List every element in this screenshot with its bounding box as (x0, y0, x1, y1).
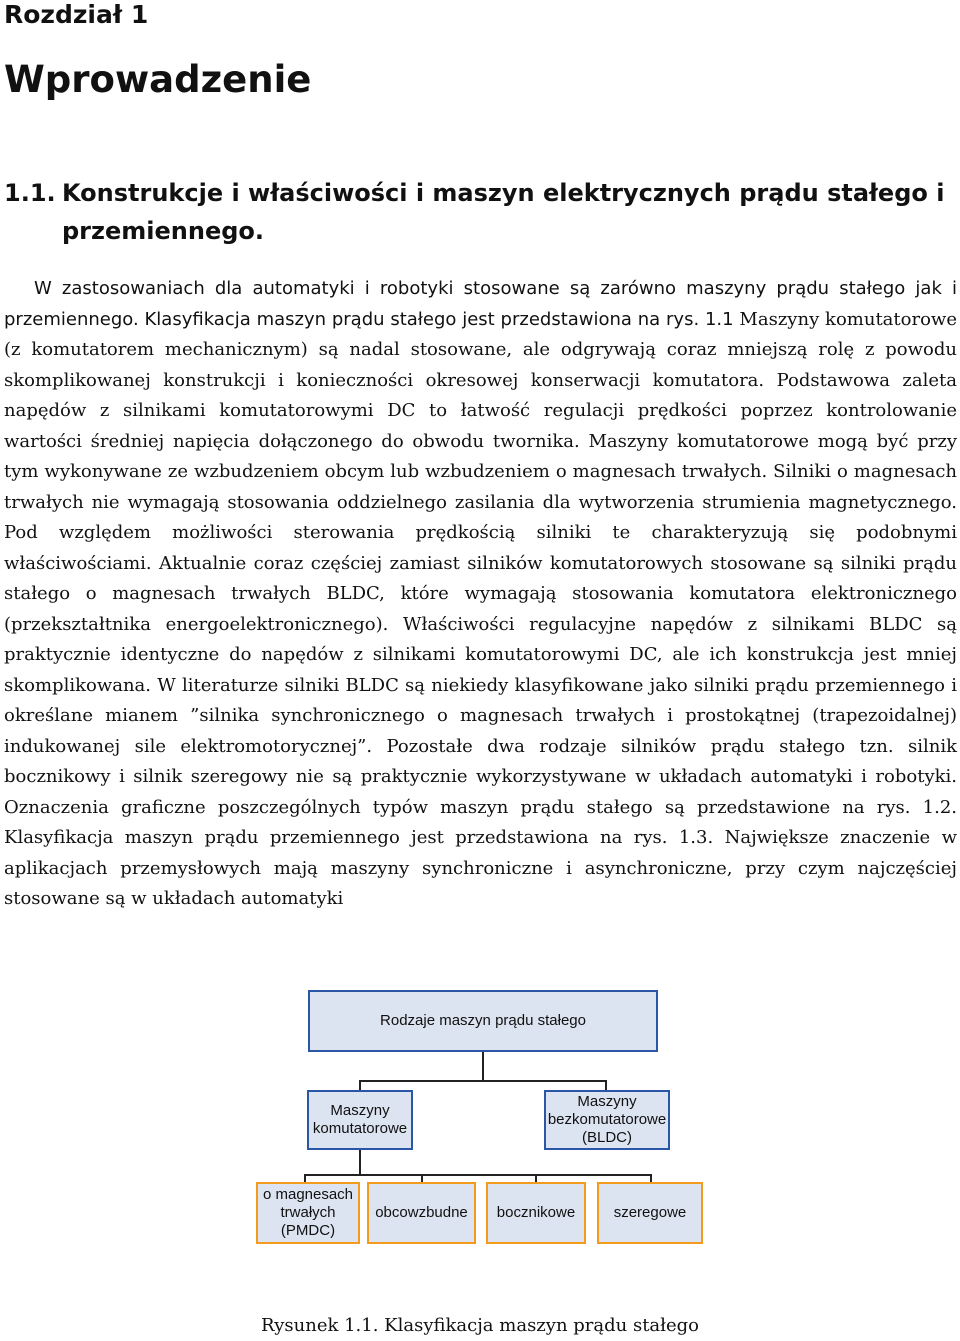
diagram-box-obcowzbudne: obcowzbudne (367, 1182, 476, 1244)
section-heading (4, 174, 954, 250)
section-number: 1.1. (4, 179, 56, 207)
connector (650, 1174, 652, 1182)
figure-caption: Rysunek 1.1. Klasyfikacja maszyn prądu stałego (260, 1315, 700, 1336)
diagram-box-szeregowe: szeregowe (597, 1182, 703, 1244)
classification-diagram (250, 990, 722, 1260)
connector (304, 1174, 306, 1182)
connector (359, 1080, 607, 1082)
diagram-root-box: Rodzaje maszyn prądu stałego (308, 990, 658, 1052)
connector (605, 1080, 607, 1090)
section-title: Konstrukcje i właściwości i maszyn elektrycznych prądu stałego i przemiennego. (62, 179, 945, 245)
diagram-box-bocznikowe: bocznikowe (486, 1182, 586, 1244)
connector (535, 1174, 537, 1182)
diagram-box-bldc: Maszyny bezkomutatorowe (BLDC) (544, 1090, 670, 1150)
body-text (4, 274, 957, 915)
connector (421, 1174, 423, 1182)
diagram-box-pmdc: o magnesach trwałych (PMDC) (256, 1182, 360, 1244)
chapter-label: Rozdział 1 (4, 0, 149, 29)
connector (482, 1052, 484, 1080)
connector (359, 1150, 361, 1174)
body-paragraph: Maszyny komutatorowe (z komutatorem mechanicznym) są nadal stosowane, ale odgrywają coraz mniejszą rolę z powodu skomplikowanej konstrukcji i konieczności okresowej konserwacji komutatora. Podstawowa zaleta napędów z silnikami komutatorowymi DC to łatwość regulacji prędkości poprzez kontrolowanie wartości średniej napięcia dołączonego do obwodu twornika. Maszyny komutatorowe mogą być przy tym wykonywane ze wzbudzeniem obcym lub wzbudzeniem o magnesach trwałych. Silniki o magnesach trwałych nie wymagają stosowania oddzielnego zasilania dla wytworzenia strumienia magnetycznego. Pod względem możliwości sterowania prędkością silniki te charakteryzują się podobnymi właściwościami. Aktualnie coraz częściej zamiast silników komutatorowych stosowane są silniki prądu stałego o magnesach trwałych BLDC, które wymagają stosowania komutatora elektronicznego (przekształtnika energoelektronicznego). Właściwości regulacyjne napędów z silnikami BLDC są praktycznie identyczne do napędów z silnikami komutatorowymi DC, ale ich konstrukcja jest mniej skomplikowana. W literaturze silniki BLDC są niekiedy klasyfikowane jako silniki prądu przemiennego i określane mianem ”silnika synchronicznego o magnesach trwałych i prostokątnej (trapezoidalnej) indukowanej sile elektromotorycznej”. Pozostałe dwa rodzaje silników prądu stałego tzn. silnik bocznikowy i silnik szeregowy nie są praktycznie wykorzystywane w układach automatyki i robotyki. Oznaczenia graficzne poszczególnych typów maszyn prądu stałego są przedstawione na rys. 1.2. Klasyfikacja maszyn prądu przemiennego jest przedstawiona na rys. 1.3. Największe znaczenie w aplikacjach przemysłowych mają maszyny synchroniczne i asynchroniczne, przy czym najczęściej stosowane są w układach automatyki (4, 308, 957, 909)
connector (359, 1080, 361, 1090)
diagram-box-komutatorowe: Maszyny komutatorowe (307, 1090, 413, 1150)
chapter-title: Wprowadzenie (4, 58, 312, 101)
body-sans-lead: W zastosowaniach dla automatyki i robotyki stosowane są zarówno maszyny prądu stałego jak i przemiennego. Klasyfikacja maszyn prądu stałego jest przedstawiona na rys. 1.1 (4, 278, 957, 330)
connector (304, 1174, 652, 1176)
